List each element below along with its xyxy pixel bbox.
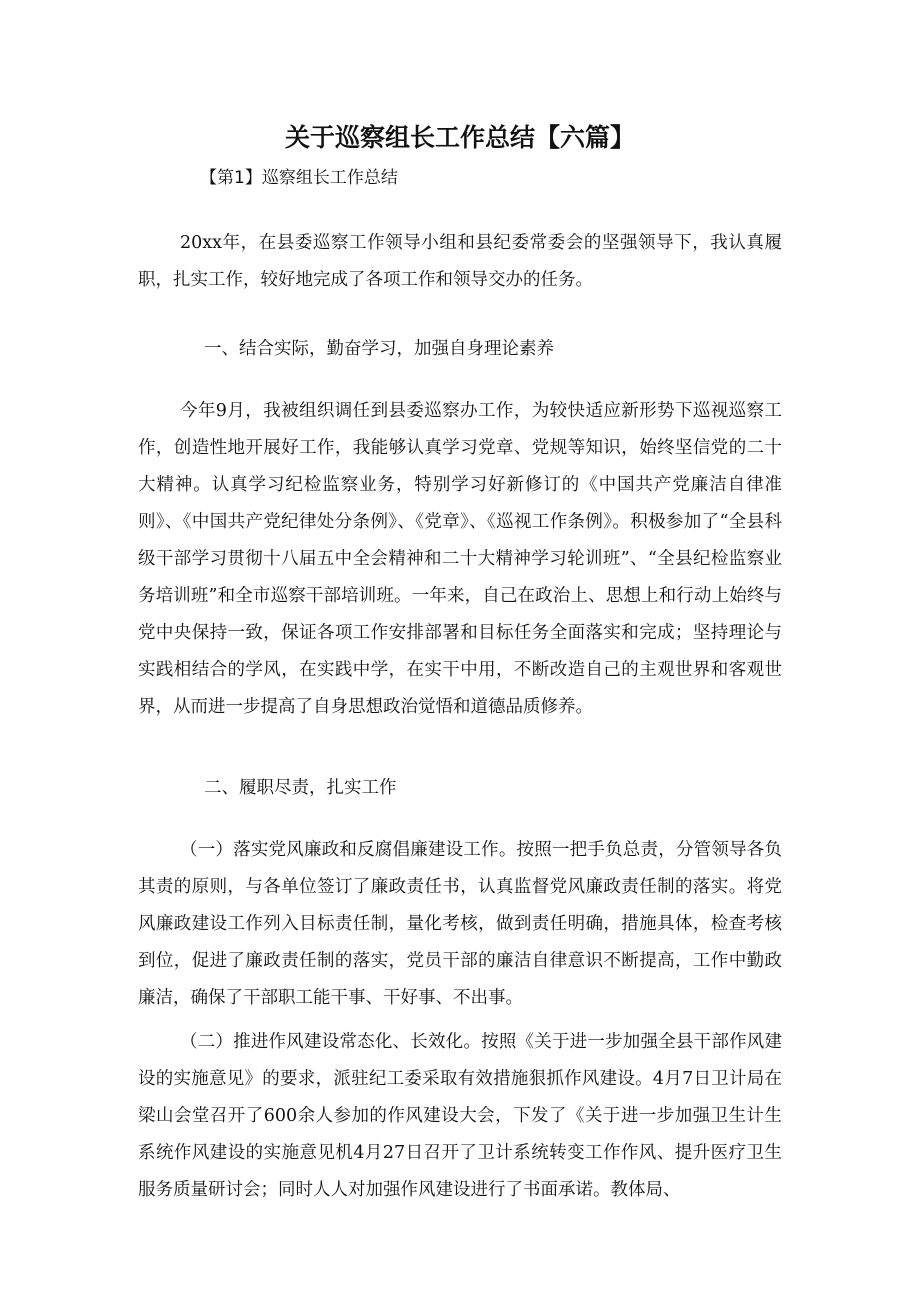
subtitle-tag: 【第1】	[200, 168, 262, 188]
document-subtitle	[200, 163, 398, 188]
section1-body: 今年9月，我被组织调任到县委巡察办工作，为较快适应新形势下巡视巡察工作，创造性地开展好工作，我能够认真学习党章、党规等知识，始终坚信党的二十大精神。认真学习纪检监察业务，特别学习好新修订的《中国共产党廉洁自律准则》、《中国共产党纪律处分条例》、《党章》、《巡视工作条例》。积极参加了“全县科级干部学习贯彻十八届五中全会精神和二十大精神学习轮训班”、“全县纪检监察业务培训班”和全市巡察干部培训班。一年来，自己在政治上、思想上和行动上始终与党中央保持一致，保证各项工作安排部署和目标任务全面落实和完成；坚持理论与实践相结合的学风，在实践中学，在实干中用，不断改造自己的主观世界和客观世界，从而进一步提高了自身思想政治觉悟和道德品质修养。	[138, 401, 782, 717]
section1-heading: 一、结合实际，勤奋学习，加强自身理论素养	[204, 339, 554, 359]
document-title: 关于巡察组长工作总结【六篇】	[284, 123, 635, 152]
section2-heading: 二、履职尽责，扎实工作	[204, 778, 397, 798]
subtitle-text: 巡察组长工作总结	[261, 168, 398, 188]
section2-item1: （一）落实党风廉政和反腐倡廉建设工作。按照一把手负总责，分管领导各负其责的原则，与各单位签订了廉政责任书，认真监督党风廉政责任制的落实。将党风廉政建设工作列入目标责任制，量化考核，做到责任明确，措施具体，检查考核到位，促进了廉政责任制的落实，党员干部的廉洁自律意识不断提高，工作中勤政廉洁，确保了干部职工能干事、干好事、不出事。	[138, 840, 782, 1008]
intro-paragraph: 20xx年，在县委巡察工作领导小组和县纪委常委会的坚强领导下，我认真履职，扎实工作，较好地完成了各项工作和领导交办的任务。	[138, 233, 782, 290]
section2-item2: （二）推进作风建设常态化、长效化。按照《关于进一步加强全县干部作风建设的实施意见》的要求，派驻纪工委采取有效措施狠抓作风建设。4月7日卫计局在梁山会堂召开了600余人参加的作风建设大会，下发了《关于进一步加强卫生计生系统作风建设的实施意见机4月27日召开了卫计系统转变工作作风、提升医疗卫生服务质量研讨会；同时人人对加强作风建设进行了书面承诺。教体局、	[138, 1032, 782, 1200]
